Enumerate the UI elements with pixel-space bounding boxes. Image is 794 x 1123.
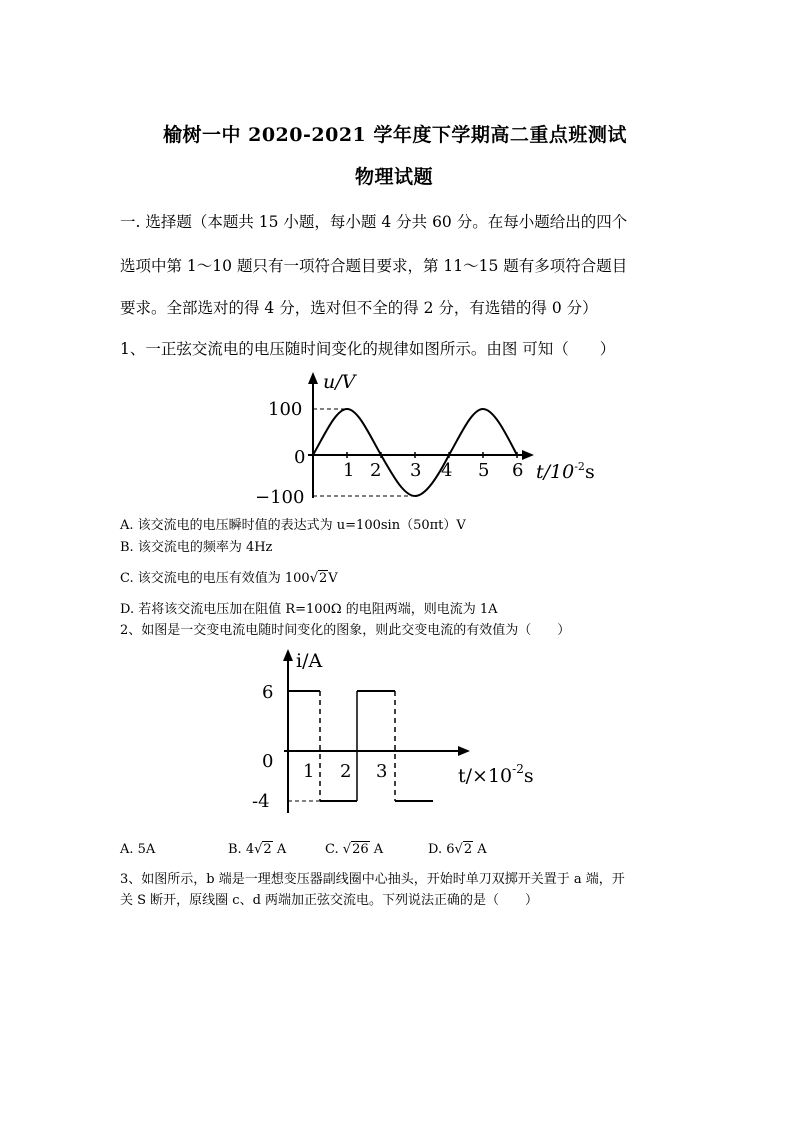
y-tick-6: 6 xyxy=(262,682,274,703)
question-2-options xyxy=(120,842,640,862)
question-2-stem: 2、如图是一交变电流电随时间变化的图象，则此交变电流的有效值为（ ） xyxy=(120,623,571,638)
y-tick-neg4: -4 xyxy=(252,791,270,812)
question-3-line2: 关 S 断开，原线圈 c、d 两端加正弦交流电。下列说法正确的是（ ） xyxy=(120,893,539,908)
x-tick-2: 2 xyxy=(340,761,352,782)
y-axis-label: u/V xyxy=(323,371,356,393)
x-tick-4: 4 xyxy=(441,460,453,481)
x-tick-3: 3 xyxy=(410,460,422,481)
question-2-option-c: C. √26 A xyxy=(325,842,384,857)
question-1-option-d: D. 若将该交流电压加在阻值 R=100Ω 的电阻两端，则电流为 1A xyxy=(120,602,498,617)
question-1-stem: 1、一正弦交流电的电压随时间变化的规律如图所示。由图 可知（ ） xyxy=(120,340,616,358)
question-2-option-d: D. 6√2 A xyxy=(428,842,487,857)
question-1-option-a: A. 该交流电的电压瞬时值的表达式为 u=100sin（50πt）V xyxy=(120,518,466,533)
y-tick-neg100: −100 xyxy=(255,487,305,508)
y-axis-arrow xyxy=(283,649,293,661)
page-title: 榆树一中 2020-2021 学年度下学期高二重点班测试 xyxy=(163,124,627,146)
x-tick-1: 1 xyxy=(343,460,355,481)
x-tick-2: 2 xyxy=(370,460,382,481)
voltage-sine-chart xyxy=(250,368,630,510)
x-tick-3: 3 xyxy=(376,761,388,782)
current-waveform xyxy=(288,691,433,801)
question-1-option-c: C. 该交流电的电压有效值为 100√2V xyxy=(120,571,338,586)
question-3-line1: 3、如图所示，b 端是一理想变压器副线圈中心抽头，开始时单刀双掷开关置于 a 端，开 xyxy=(120,872,625,887)
x-axis-label: $t/\times 10^{-2}s$ xyxy=(458,762,534,787)
y-axis-label: i/A xyxy=(296,650,323,672)
question-1-option-b: B. 该交流电的频率为 4Hz xyxy=(120,540,273,555)
x-axis-arrow xyxy=(522,450,534,460)
x-tick-1: 1 xyxy=(303,761,315,782)
y-tick-0: 0 xyxy=(262,751,274,772)
page-subtitle: 物理试题 xyxy=(355,166,434,188)
question-2-option-a: A. 5A xyxy=(120,842,156,857)
section-instructions-line1: 一. 选择题（本题共 15 小题，每小题 4 分共 60 分。在每小题给出的四个 xyxy=(120,213,628,231)
x-tick-5: 5 xyxy=(478,460,490,481)
y-tick-100: 100 xyxy=(268,399,303,420)
section-instructions-line2: 选项中第 1～10 题只有一项符合题目要求，第 11～15 题有多项符合题目 xyxy=(120,257,628,275)
y-axis-arrow xyxy=(308,372,318,384)
x-axis-label: $t/10^{-2}s$ xyxy=(536,460,595,483)
square-wave-chart xyxy=(252,645,572,817)
x-tick-6: 6 xyxy=(512,460,524,481)
section-instructions-line3: 要求。全部选对的得 4 分，选对但不全的得 2 分，有选错的得 0 分） xyxy=(120,299,598,317)
x-axis-arrow xyxy=(458,746,470,756)
y-tick-0: 0 xyxy=(294,447,306,468)
question-2-option-b: B. 4√2 A xyxy=(228,842,287,857)
